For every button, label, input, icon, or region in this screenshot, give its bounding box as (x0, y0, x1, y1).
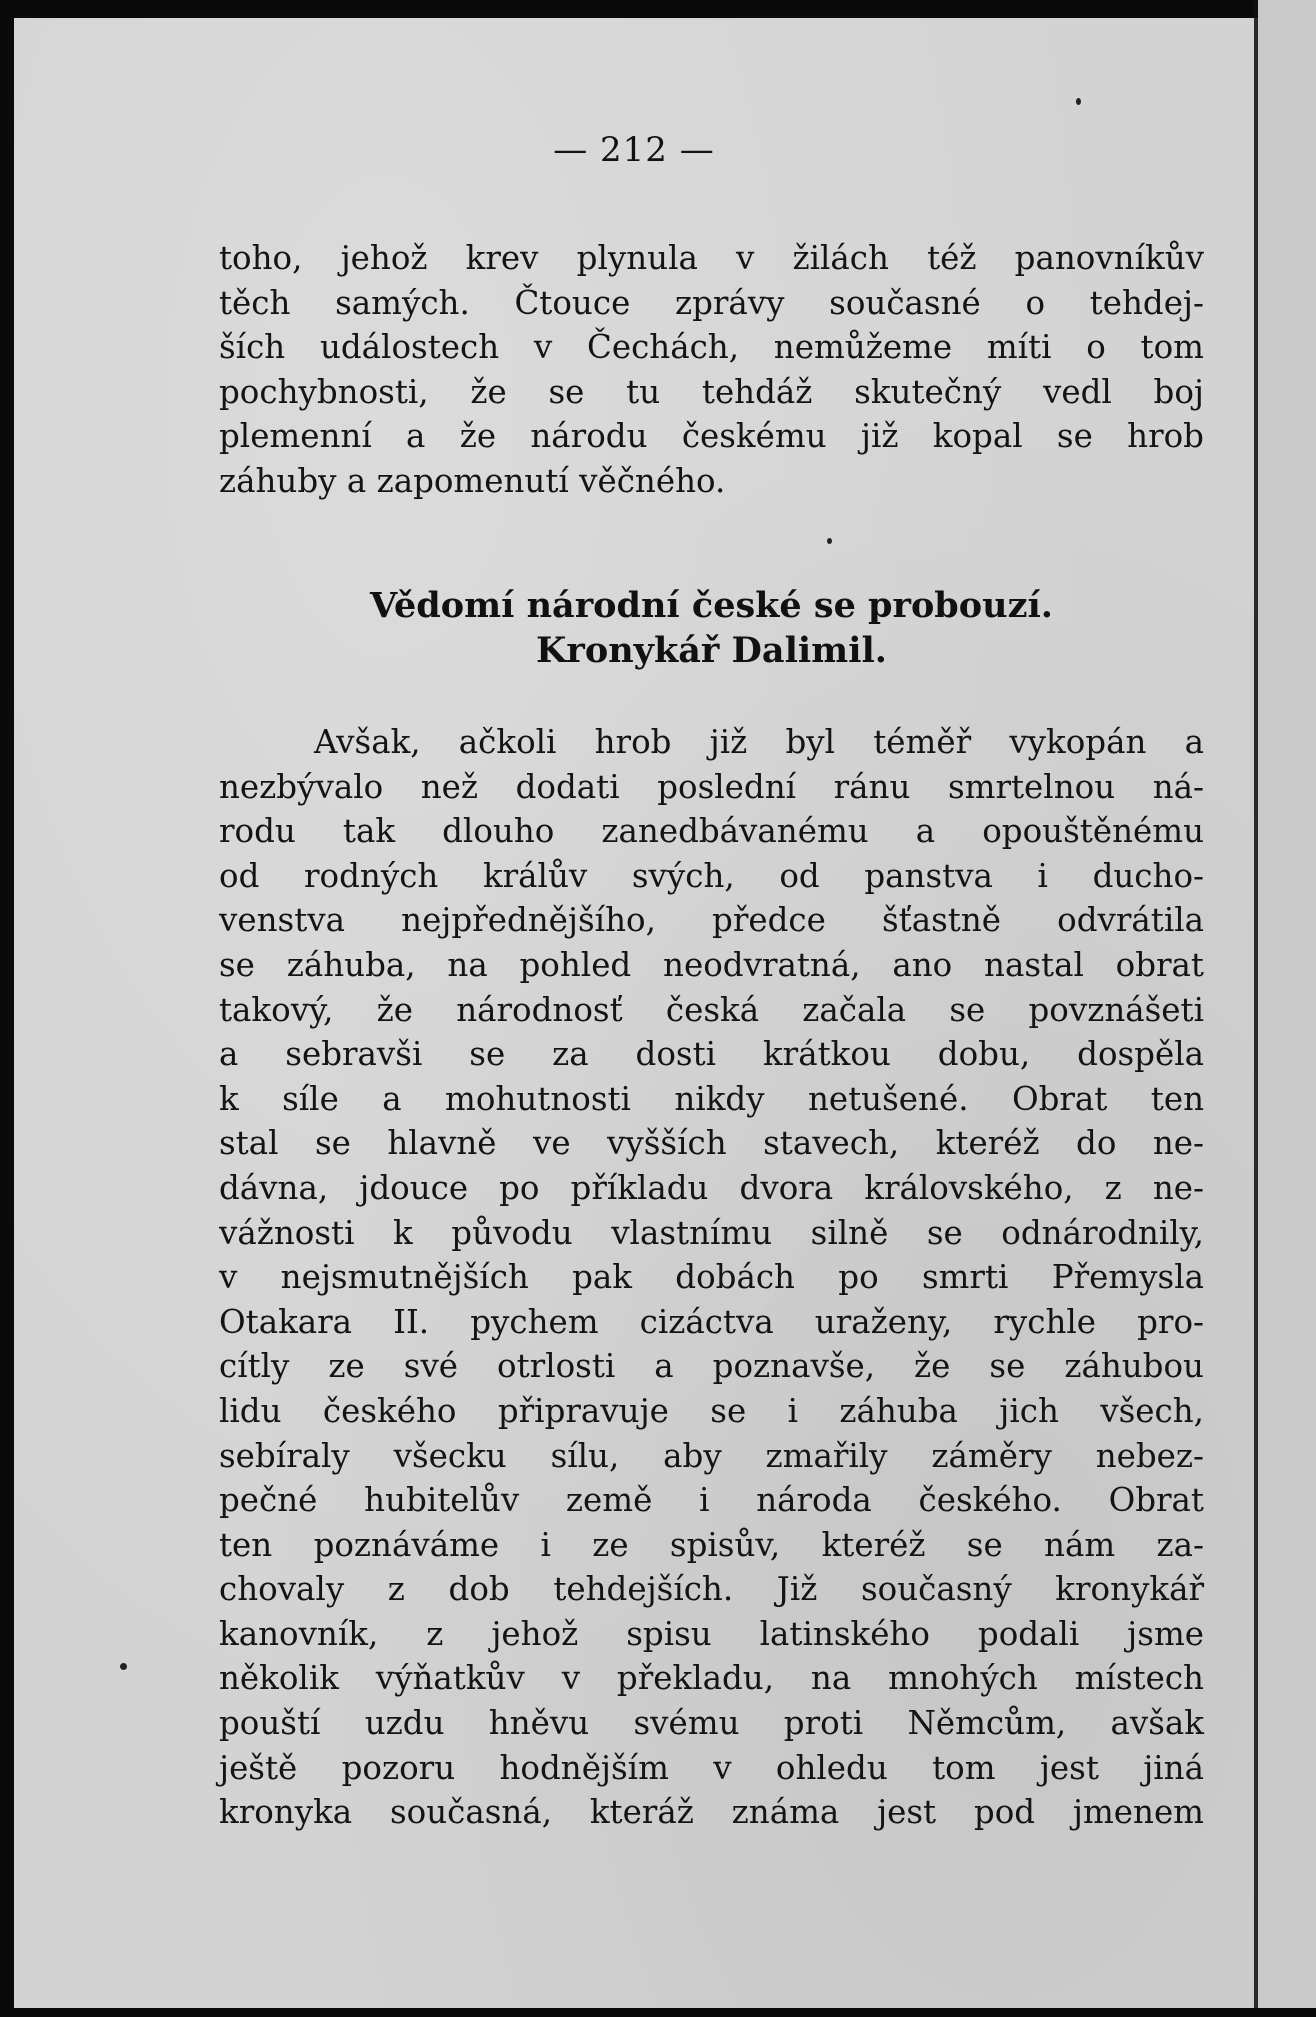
text-line: lidu českého připravuje se i záhuba jich všech, (219, 1391, 1204, 1430)
page-number: — 212 — (553, 130, 715, 170)
text-line: několik výňatkův v překladu, na mnohých místech (219, 1659, 1204, 1698)
section-subheading: Kronykář Dalimil. (536, 630, 887, 671)
text-line: rodu tak dlouho zanedbávanému a opouštěnému (219, 812, 1204, 851)
text-line: Otakara II. pychem cizáctva uraženy, rychle pro- (219, 1302, 1204, 1341)
text-line: kanovník, z jehož spisu latinského podali jsme (219, 1614, 1204, 1653)
text-line: vážnosti k původu vlastnímu silně se odnárodnily, (219, 1213, 1204, 1252)
text-line: a sebravši se za dosti krátkou dobu, dospěla (219, 1035, 1204, 1074)
text-line: záhuby a zapomenutí věčného. (219, 461, 726, 500)
paragraph-continued (219, 236, 1204, 504)
ink-speck (827, 538, 832, 544)
text-line: pochybnosti, že se tu tehdáž skutečný vedl boj (219, 372, 1204, 411)
text-line: od rodných králův svých, od panstva i ducho- (219, 856, 1204, 895)
paragraph-main (219, 720, 1204, 1835)
text-line: pečné hubitelův země i národa českého. Obrat (219, 1481, 1204, 1520)
text-line: těch samých. Čtouce zprávy současné o tehdej- (219, 283, 1204, 322)
text-line: ještě pozoru hodnějším v ohledu tom jest jiná (219, 1748, 1204, 1787)
ink-speck (1076, 98, 1081, 105)
text-line: stal se hlavně ve vyšších stavech, kteréž do ne- (219, 1124, 1204, 1163)
book-page (14, 18, 1254, 2008)
text-line: se záhuba, na pohled neodvratná, ano nastal obrat (219, 945, 1204, 984)
text-line: Avšak, ačkoli hrob již byl téměř vykopán a (314, 723, 1204, 761)
text-line: toho, jehož krev plynula v žilách též panovníkův (219, 239, 1204, 277)
section-heading: Vědomí národní české se probouzí. (370, 585, 1053, 626)
text-line: sebíraly všecku sílu, aby zmařily záměry nebez- (219, 1436, 1204, 1475)
text-line: takový, že národnosť česká začala se povznášeti (219, 990, 1204, 1029)
text-line: nezbývalo než dodati poslední ránu smrtelnou ná- (219, 767, 1204, 806)
text-line: kronyka současná, kteráž známa jest pod jmenem (219, 1793, 1204, 1832)
text-line: cítly ze své otrlosti a poznavše, že se záhubou (219, 1347, 1204, 1386)
scan-border-bottom (0, 2008, 1316, 2017)
text-line: pouští uzdu hněvu svému proti Němcům, avšak (219, 1704, 1204, 1743)
text-line: venstva nejpřednějšího, předce šťastně odvrátila (219, 901, 1204, 940)
text-line: chovaly z dob tehdejších. Již současný kronykář (219, 1570, 1204, 1609)
text-line: ších událostech v Čechách, nemůžeme míti o tom (219, 328, 1204, 367)
text-line: ten poznáváme i ze spisův, kteréž se nám za- (219, 1525, 1204, 1564)
text-line: k síle a mohutnosti nikdy netušené. Obrat ten (219, 1079, 1204, 1118)
next-page-edge (1258, 0, 1316, 2017)
ink-speck (120, 1663, 127, 1670)
text-line: dávna, jdouce po příkladu dvora královského, z ne- (219, 1168, 1204, 1207)
text-line: plemenní a že národu českému již kopal se hrob (219, 417, 1204, 456)
page-edge-shadow (1254, 18, 1258, 2008)
text-line: v nejsmutnějších pak dobách po smrti Přemysla (219, 1258, 1204, 1297)
